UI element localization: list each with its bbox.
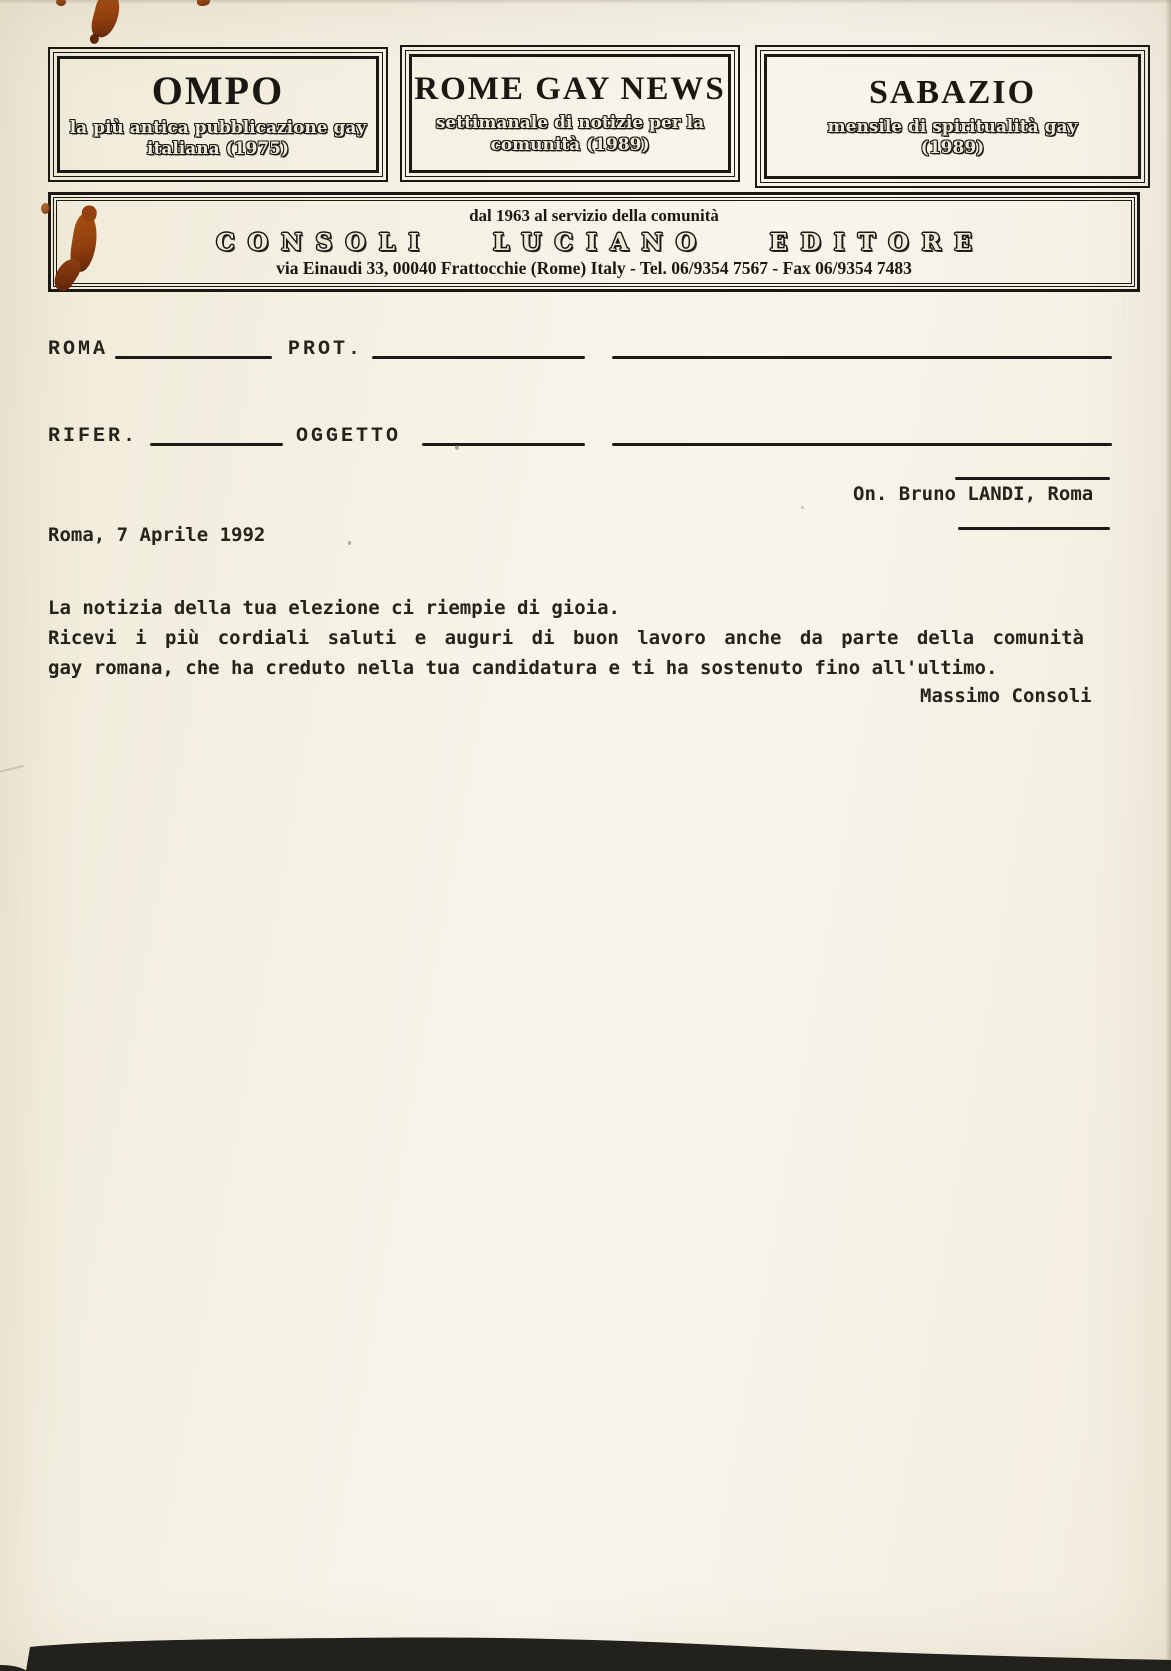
form-label-roma: ROMA (48, 338, 109, 361)
publication-subtitle: mensile di spiritualità gay (1989) (827, 116, 1078, 158)
recipient-line: On. Bruno LANDI, Roma (853, 483, 1094, 505)
box-border-middle (53, 52, 383, 177)
recipient-underline (958, 527, 1110, 530)
body-line: gay romana, che ha creduto nella tua candidatura e ti ha sostenuto fino all'ultimo. (48, 657, 998, 679)
banner-border-middle (53, 197, 1135, 287)
rust-stain-dot (41, 203, 50, 214)
body-line: Ricevi i più cordiali saluti e auguri di buon lavoro anche da parte della comunità (48, 627, 1084, 649)
blank-line (422, 443, 585, 446)
publisher-banner (48, 192, 1140, 292)
scan-speckle (801, 506, 804, 509)
box-border-middle (405, 50, 735, 177)
box-border-inner (764, 54, 1141, 179)
publication-box-rome-gay-news (400, 45, 740, 182)
banner-border-inner (56, 200, 1132, 284)
box-border-inner (57, 56, 379, 173)
scan-speckle (455, 445, 459, 450)
scan-edge-shadow (1165, 0, 1171, 1671)
scan-edge-shadow (0, 0, 1171, 4)
blank-line (115, 356, 272, 359)
paper-crease (0, 765, 24, 773)
publication-subtitle: settimanale di notizie per la comunità (1989) (435, 113, 705, 155)
scanner-background-band (0, 1586, 1171, 1671)
publisher-address: via Einaudi 33, 00040 Frattocchie (Rome) Italy - Tel. 06/9354 7567 - Fax 06/9354 7483 (276, 258, 912, 278)
box-border-middle (760, 50, 1145, 183)
scan-speckle (348, 541, 351, 545)
blank-line (612, 443, 1112, 446)
publication-title: OMPO (151, 67, 285, 113)
box-border-inner (409, 54, 731, 173)
publication-box-ompo (48, 47, 388, 182)
publisher-name: CONSOLI LUCIANO EDITORE (216, 229, 986, 256)
blank-line (150, 443, 283, 446)
form-label-rifer: RIFER. (48, 425, 139, 448)
letter-date: Roma, 7 Aprile 1992 (48, 524, 266, 546)
rust-stain (89, 0, 123, 40)
body-line: La notizia della tua elezione ci riempie di gioia. (48, 597, 620, 619)
recipient-overline (955, 477, 1110, 480)
publication-title: SABAZIO (868, 73, 1037, 111)
blank-line (612, 356, 1112, 359)
form-label-prot: PROT. (288, 338, 364, 361)
publication-subtitle: la più antica pubblicazione gay italiana (1975) (69, 117, 367, 159)
banner-tagline: dal 1963 al servizio della comunità (469, 206, 719, 225)
publication-box-sabazio (755, 45, 1150, 188)
signature: Massimo Consoli (920, 685, 1092, 707)
form-label-oggetto: OGGETTO (296, 425, 402, 448)
publication-title: ROME GAY NEWS (414, 71, 726, 108)
blank-line (372, 356, 585, 359)
